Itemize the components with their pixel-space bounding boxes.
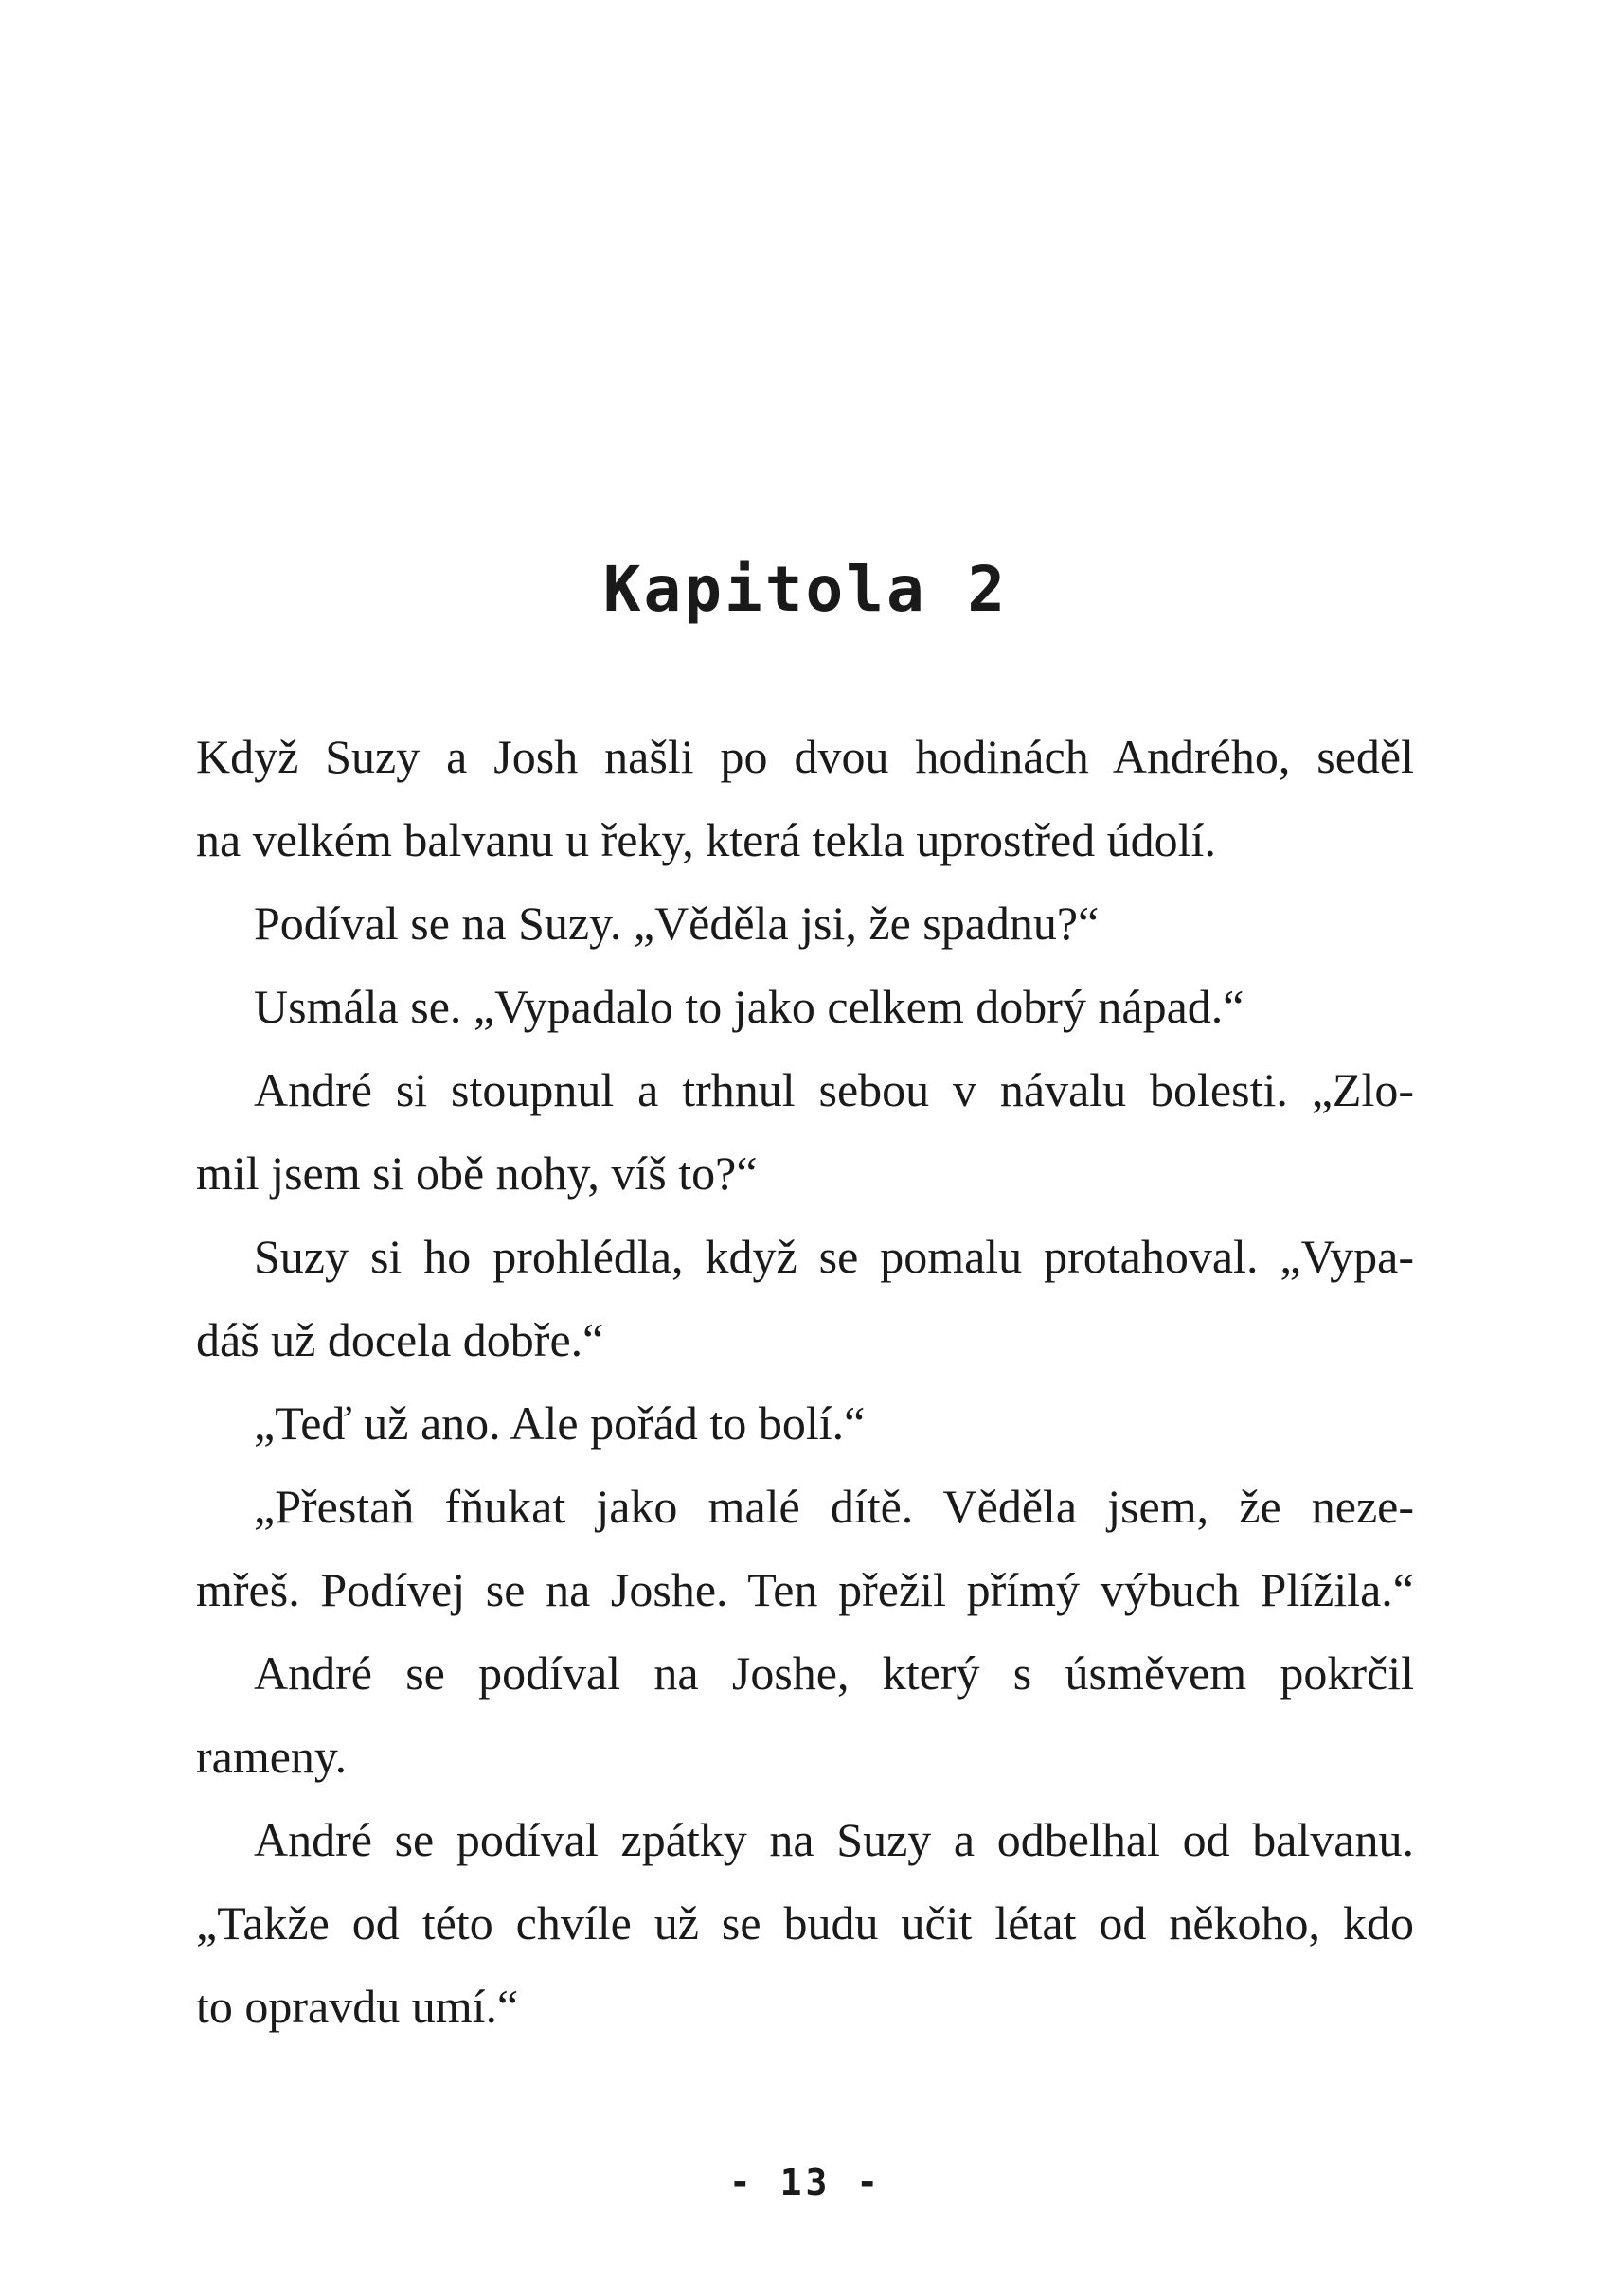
text-line: rameny. [196,1730,348,1783]
text-line: Suzy si ho prohlédla, když se pomalu protahoval. „Vypa- [254,1230,1414,1283]
text-line: „Takže od této chvíle už se budu učit létat od někoho, kdo [196,1896,1414,1949]
page-number: - 13 - [728,2162,883,2203]
text-line: Podíval se na Suzy. „Věděla jsi, že spadnu?“ [254,897,1100,950]
text-line: Usmála se. „Vypadalo to jako celkem dobrý nápad.“ [254,980,1244,1033]
text-line: to opravdu umí.“ [196,1980,519,2033]
body-text [196,715,1414,2048]
chapter-title: Kapitola 2 [602,553,1009,626]
text-line: André se podíval zpátky na Suzy a odbelhal od balvanu. [254,1813,1414,1866]
text-line: na velkém balvanu u řeky, která tekla uprostřed údolí. [196,813,1216,866]
text-line: André se podíval na Joshe, který s úsměvem pokrčil [254,1646,1414,1700]
text-line: dáš už docela dobře.“ [196,1313,604,1366]
text-line: „Přestaň fňukat jako malé dítě. Věděla jsem, že neze- [254,1480,1414,1533]
text-line: mil jsem si obě nohy, víš to?“ [196,1147,758,1200]
text-line: „Teď už ano. Ale pořád to bolí.“ [254,1397,866,1450]
text-line: mřeš. Podívej se na Joshe. Ten přežil přímý výbuch Plížila.“ [196,1563,1414,1616]
text-line: Když Suzy a Josh našli po dvou hodinách Andrého, seděl [196,730,1414,783]
text-line: André si stoupnul a trhnul sebou v návalu bolesti. „Zlo- [254,1063,1414,1116]
